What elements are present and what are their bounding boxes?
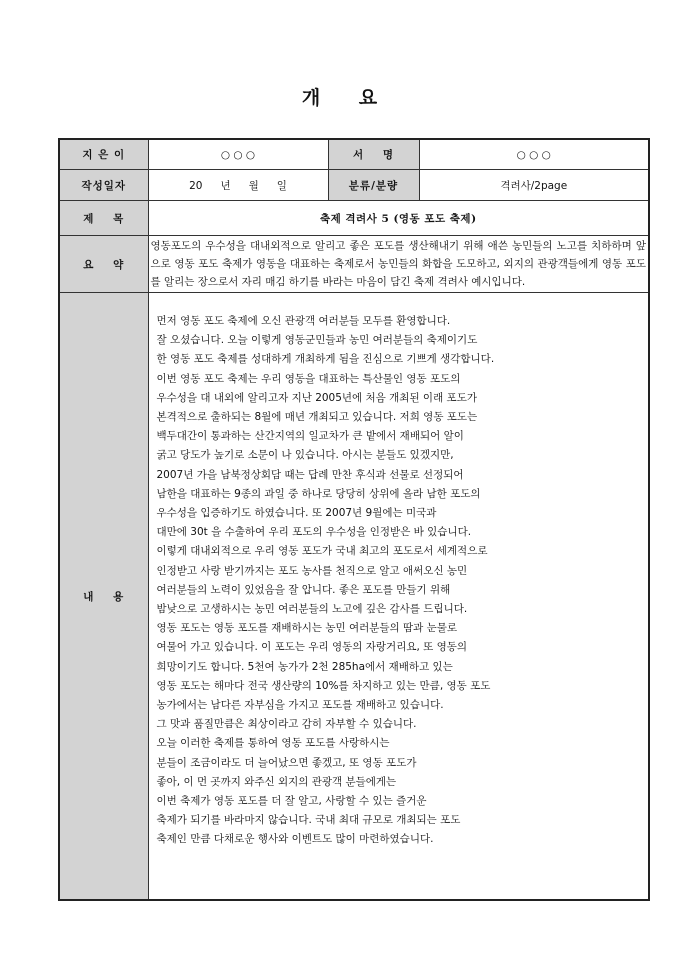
date-label: 작성일자: [59, 170, 148, 201]
content-line: 여물어 가고 있습니다. 이 포도는 우리 영동의 자랑거리요, 또 영동의: [156, 641, 468, 654]
subject-row: [59, 201, 649, 236]
content-line: 좋아, 이 먼 곳까지 와주신 외지의 관광객 분들에게는: [156, 775, 397, 788]
page-title: 개 요: [301, 87, 379, 109]
category-value: 격려사/2page: [419, 170, 649, 201]
content-line: 축제인 만큼 다채로운 행사와 이벤트도 많이 마련하였습니다.: [156, 833, 434, 846]
category-label: 분류/분량: [328, 170, 419, 201]
date-day-unit: 일: [276, 179, 287, 192]
subject-value: 축제 격려사 5 (영동 포도 축제): [148, 201, 649, 236]
summary-text: 영동포도의 우수성을 대내외적으로 알리고 좋은 포도를 생산해내기 위해 애쓴 농민들의 노고를 치하하며 앞으로 영동 포도 축제가 영동을 대표하는 축제로서 농민들의 화합을 도모하고, 외지의 관광객들에게 영동 포도를 알리는 장으로서 자리 매김 하기를 바라는 마음이 담긴 축제 격려사 예시입니다.: [148, 236, 649, 293]
content-line: 백두대간이 통과하는 산간지역의 일교차가 큰 밭에서 재배되어 알이: [156, 430, 464, 443]
content-line: 여러분들의 노력이 있었음을 잘 압니다. 좋은 포도를 만들기 위해: [156, 583, 451, 596]
content-line: 대만에 30t 을 수출하여 우리 포도의 우수성을 인정받은 바 있습니다.: [156, 526, 472, 539]
content-line: 농가에서는 남다른 자부심을 가지고 포도를 재배하고 있습니다.: [156, 699, 444, 712]
content-line: 분들이 조금이라도 더 늘어났으면 좋겠고, 또 영동 포도가: [156, 756, 417, 769]
content-line: 남한을 대표하는 9종의 과일 중 하나로 당당히 상위에 올라 남한 포도의: [156, 487, 481, 500]
content-line: 본격적으로 출하되는 8월에 매년 개최되고 있습니다. 저희 영동 포도는: [156, 411, 478, 424]
content-line: 잘 오셨습니다. 오늘 이렇게 영동군민들과 농민 여러분들의 축제이기도: [156, 334, 478, 347]
signature-value: ○ ○ ○: [419, 139, 649, 170]
content-line: 영동 포도는 해마다 전국 생산량의 10%를 차지하고 있는 만큼, 영동 포도: [156, 679, 491, 692]
date-month-unit: 월: [248, 179, 259, 192]
content-lines: [157, 312, 645, 850]
subject-label: 제 목: [59, 201, 148, 236]
author-row: [59, 139, 649, 170]
author-label: 지 은 이: [59, 139, 148, 170]
summary-label: 요 약: [59, 236, 148, 293]
content-line: 인정받고 사랑 받기까지는 포도 농사를 천직으로 알고 애써오신 농민: [156, 564, 468, 577]
content-line: 그 맛과 품질만큼은 최상이라고 감히 자부할 수 있습니다.: [156, 718, 417, 731]
content-line: 영동 포도는 영동 포도를 재배하시는 농민 여러분들의 땀과 눈물로: [156, 622, 458, 635]
content-line: 이번 영동 포도 축제는 우리 영동을 대표하는 특산물인 영동 포도의: [156, 372, 461, 385]
content-line: 굵고 당도가 높기로 소문이 나 있습니다. 아시는 분들도 있겠지만,: [156, 449, 454, 462]
document-summary-table: [58, 138, 650, 901]
signature-label: 서 명: [328, 139, 419, 170]
content-line: 오늘 이러한 축제를 통하여 영동 포도를 사랑하시는: [156, 737, 390, 750]
author-value: ○ ○ ○: [148, 139, 328, 170]
date-year-unit: 년: [220, 179, 231, 192]
content-body: [148, 293, 649, 901]
summary-row: [59, 236, 649, 293]
content-line: 축제가 되기를 바라마지 않습니다. 국내 최대 규모로 개최되는 포도: [156, 814, 461, 827]
content-line: 우수성을 대 내외에 알리고자 지난 2005년에 처음 개최된 이래 포도가: [156, 391, 477, 404]
content-line: 이번 축제가 영동 포도를 더 잘 알고, 사랑할 수 있는 즐거운: [156, 795, 427, 808]
content-line: 2007년 가을 남북정상회담 때는 답례 만찬 후식과 선물로 선정되어: [156, 468, 464, 481]
date-year: 20: [189, 179, 203, 192]
content-line: 한 영동 포도 축제를 성대하게 개최하게 됨을 진심으로 기쁘게 생각합니다.: [156, 353, 495, 366]
content-line: 희망이기도 합니다. 5천여 농가가 2천 285ha에서 재배하고 있는: [156, 660, 453, 673]
date-row: [59, 170, 649, 201]
content-line: 이렇게 대내외적으로 우리 영동 포도가 국내 최고의 포도로서 세계적으로: [156, 545, 488, 558]
content-label: 내 용: [59, 293, 148, 901]
content-line: 먼저 영동 포도 축제에 오신 관광객 여러분들 모두를 환영합니다.: [156, 315, 451, 327]
content-row: [59, 293, 649, 901]
date-value: [148, 170, 328, 201]
content-line: 우수성을 입증하기도 하였습니다. 또 2007년 9월에는 미국과: [156, 507, 437, 520]
content-line: 밤낮으로 고생하시는 농민 여러분들의 노고에 깊은 감사를 드립니다.: [156, 603, 468, 616]
